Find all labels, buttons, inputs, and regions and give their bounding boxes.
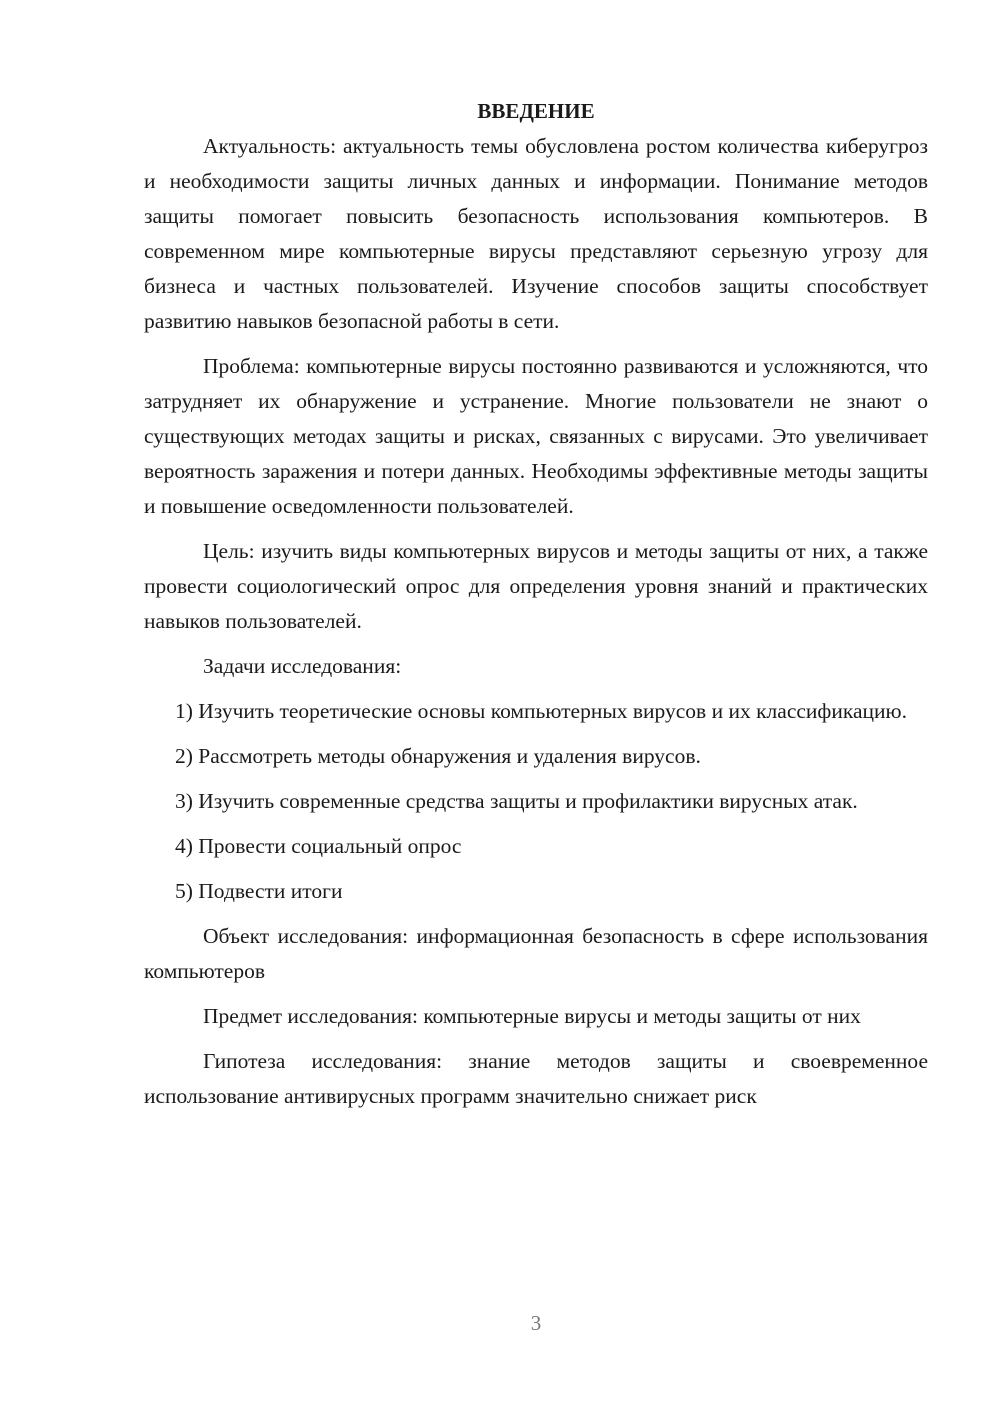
paragraph-problem: Проблема: компьютерные вирусы постоянно развиваются и усложняются, что затрудняет их обнаружение и устранение. Многие пользователи не знают о существующих методах защиты и рисках, связанных с вирусами. Это увеличивает вероятность заражения и потери данных. Необходимы эффективные методы защиты и повышение осведомленности пользователей. [144,354,928,518]
list-item: 5) Подвести итоги [175,879,343,903]
paragraph-relevance: Актуальность: актуальность темы обусловлена ростом количества киберугроз и необходимости защиты личных данных и информации. Понимание методов защиты помогает повысить безопасность использования компьютеров. В современном мире компьютерные вирусы представляют серьезную угрозу для бизнеса и частных пользователей. Изучение способов защиты способствует развитию навыков безопасной работы в сети. [144,134,928,333]
paragraph-subject: Предмет исследования: компьютерные вирусы и методы защиты от них [203,1004,861,1028]
list-item: 1) Изучить теоретические основы компьютерных вирусов и их классификацию. [175,699,907,723]
tasks-heading: Задачи исследования: [203,654,402,678]
paragraph-hypothesis: Гипотеза исследования: знание методов защиты и своевременное использование антивирусных программ значительно снижает риск [144,1049,928,1108]
page-content [144,94,928,1114]
paragraph-goal: Цель: изучить виды компьютерных вирусов и методы защиты от них, а также провести социологический опрос для определения уровня знаний и практических навыков пользователей. [144,539,928,633]
list-item: 2) Рассмотреть методы обнаружения и удаления вирусов. [175,744,701,768]
list-item: 4) Провести социальный опрос [175,834,462,858]
page-title: ВВЕДЕНИЕ [477,99,595,123]
page-number: 3 [530,1311,542,1335]
list-item: 3) Изучить современные средства защиты и профилактики вирусных атак. [175,789,858,813]
paragraph-object: Объект исследования: информационная безопасность в сфере использования компьютеров [144,924,928,983]
